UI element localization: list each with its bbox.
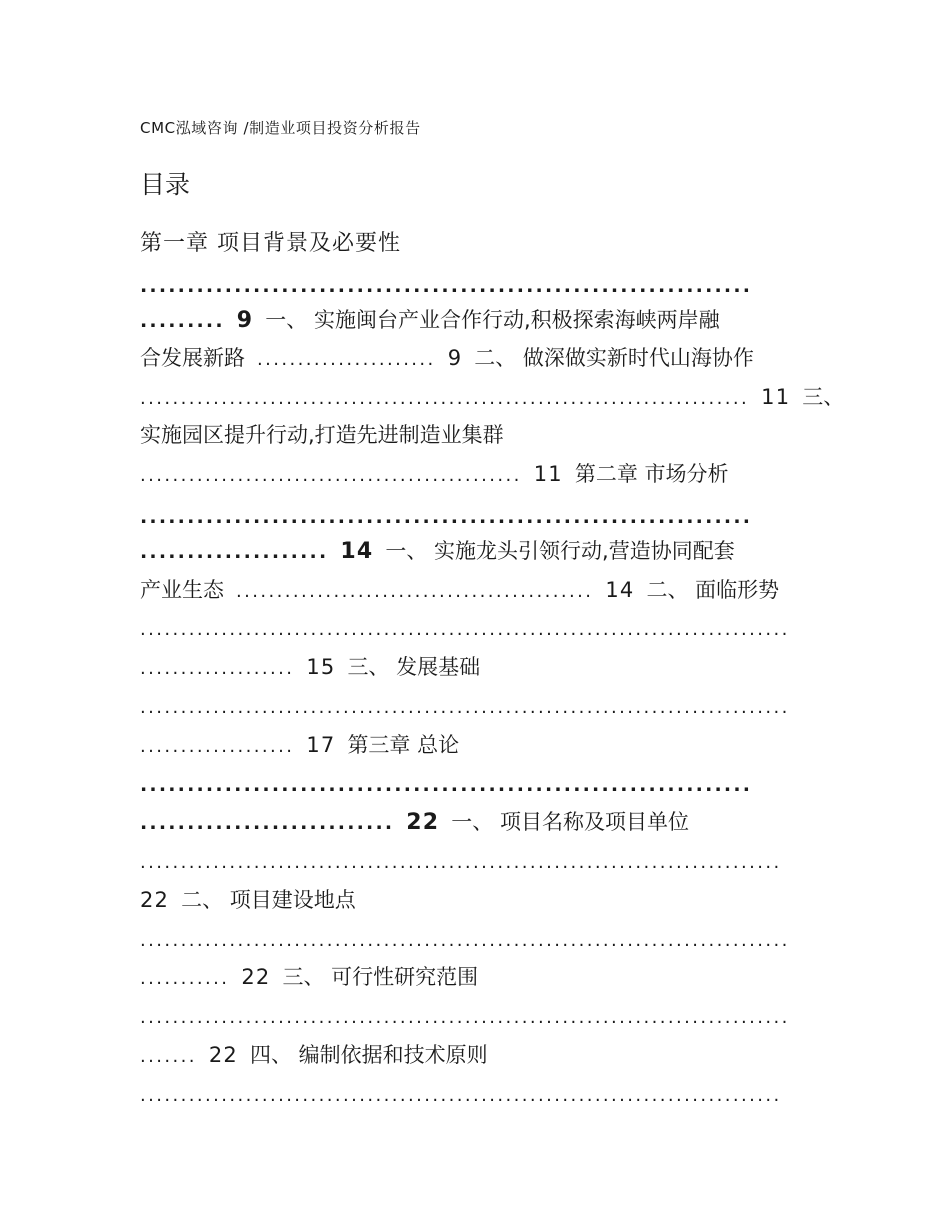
toc-leader-dots: ........................... <box>140 812 395 834</box>
toc-line[interactable] <box>140 420 504 450</box>
toc-line[interactable] <box>140 769 752 800</box>
toc-page-number: 11 <box>761 385 791 409</box>
toc-line[interactable] <box>140 459 729 491</box>
toc-leader-dots: ................................................................................ <box>140 619 790 640</box>
toc-leader-dots: ............................................... <box>140 465 522 486</box>
toc-line[interactable] <box>140 846 782 878</box>
toc-page-number: 22 <box>140 888 170 912</box>
toc-entry-text: 实施园区提升行动,打造先进制造业集群 <box>140 423 504 447</box>
toc-leader-dots: ................................................................................ <box>140 697 790 718</box>
toc-leader-dots: ......... <box>140 310 225 332</box>
toc-entry-text: 产业生态 <box>140 578 224 602</box>
toc-page-number: 14 <box>605 578 635 602</box>
toc-leader-dots: ............................................................................... <box>140 852 782 873</box>
toc-line[interactable] <box>140 343 754 375</box>
toc-line[interactable] <box>140 228 401 259</box>
toc-line[interactable] <box>140 575 779 607</box>
toc-leader-dots: ................................................................. <box>140 275 753 297</box>
toc-entry-text: 二、 项目建设地点 <box>181 888 356 912</box>
toc-leader-dots: ............................................ <box>236 581 594 602</box>
toc-line[interactable] <box>140 924 790 956</box>
toc-line[interactable] <box>140 1079 782 1111</box>
toc-page-number: 11 <box>533 462 563 486</box>
toc-entry-text: 一、 实施龙头引领行动,营造协同配套 <box>385 539 735 563</box>
toc-line[interactable] <box>140 382 844 414</box>
toc-line[interactable] <box>140 807 689 838</box>
toc-line[interactable] <box>140 1040 488 1072</box>
toc-page-number: 14 <box>340 539 374 564</box>
toc-line[interactable] <box>140 270 752 301</box>
toc-leader-dots: ................................................................. <box>140 506 753 528</box>
toc-entry-text: 合发展新路 <box>140 346 245 370</box>
toc-line[interactable] <box>140 691 790 723</box>
toc-leader-dots: .................... <box>140 541 329 563</box>
toc-line[interactable] <box>140 501 752 532</box>
toc-page-number: 15 <box>306 655 336 679</box>
toc-line[interactable] <box>140 652 480 684</box>
toc-entry-text: 四、 编制依据和技术原则 <box>249 1043 488 1067</box>
toc-line[interactable] <box>140 962 478 994</box>
toc-page-number: 22 <box>406 810 440 835</box>
toc-leader-dots: ................................................................................ <box>140 930 790 951</box>
toc-entry-text: 三、 <box>802 385 845 409</box>
toc-page-number: 9 <box>447 346 463 370</box>
toc-entry-text: 一、 实施闽台产业合作行动,积极探索海峡两岸融 <box>265 308 720 332</box>
toc-leader-dots: ................................................................................ <box>140 1007 790 1028</box>
page-header: CMC泓域咨询 /制造业项目投资分析报告 <box>140 119 421 137</box>
toc-entry-text: 第三章 总论 <box>347 733 460 757</box>
toc-leader-dots: ................................................................. <box>140 774 753 796</box>
toc-page-number: 17 <box>306 733 336 757</box>
toc-page-number: 22 <box>208 1043 238 1067</box>
toc-leader-dots: ................... <box>140 736 295 757</box>
toc-chapter-title: 第一章 项目背景及必要性 <box>140 231 401 256</box>
toc-line[interactable] <box>140 1001 790 1033</box>
toc-entry-text: 三、 发展基础 <box>347 655 481 679</box>
toc-line[interactable] <box>140 730 459 762</box>
toc-entry-text: 二、 做深做实新时代山海协作 <box>474 346 754 370</box>
toc-line[interactable] <box>140 536 735 567</box>
toc-leader-dots: ....... <box>140 1046 197 1067</box>
toc-title: 目录 <box>140 170 191 199</box>
toc-page-number: 22 <box>241 965 271 989</box>
toc-leader-dots: ........................................................................... <box>140 388 750 409</box>
toc-line[interactable] <box>140 885 356 915</box>
toc-leader-dots: ................... <box>140 658 295 679</box>
toc-page-number: 9 <box>236 308 254 333</box>
toc-leader-dots: ...................... <box>257 349 436 370</box>
toc-entry-text: 二、 面临形势 <box>646 578 780 602</box>
toc-entry-text: 一、 项目名称及项目单位 <box>451 810 689 834</box>
toc-leader-dots: ........... <box>140 968 230 989</box>
toc-leader-dots: ............................................................................... <box>140 1085 782 1106</box>
toc-line[interactable] <box>140 305 720 336</box>
toc-line[interactable] <box>140 613 790 645</box>
toc-entry-text: 三、 可行性研究范围 <box>282 965 479 989</box>
toc-entry-text: 第二章 市场分析 <box>574 462 729 486</box>
